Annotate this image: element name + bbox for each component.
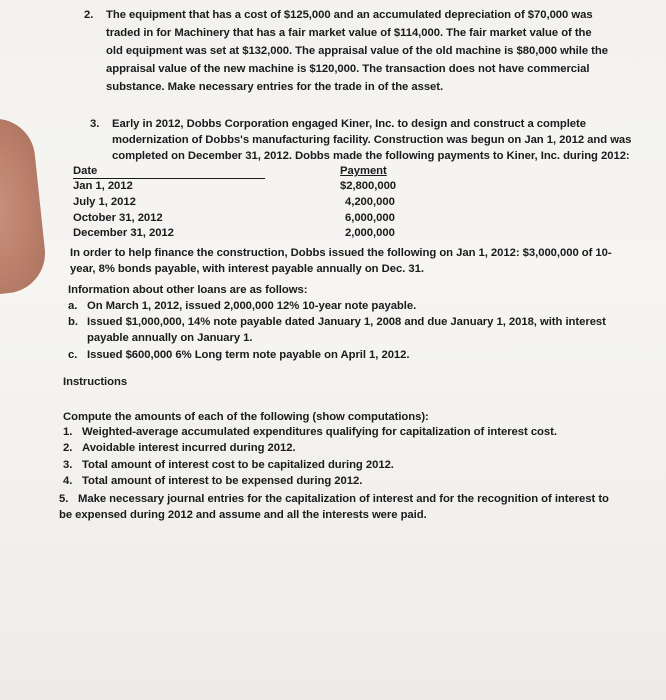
q2-line: old equipment was set at $132,000. The appraisal value of the old machine is $80,000 while the bbox=[106, 45, 608, 57]
payment-amount: 4,200,000 bbox=[345, 196, 395, 208]
q3-number: 3. bbox=[90, 118, 100, 130]
q2-line: The equipment that has a cost of $125,000 and an accumulated depreciation of $70,000 was bbox=[106, 9, 593, 21]
loan-text: payable annually on January 1. bbox=[87, 332, 253, 344]
payment-amount: 6,000,000 bbox=[345, 212, 395, 224]
instructions-intro: Compute the amounts of each of the following (show computations): bbox=[63, 411, 429, 423]
instruction-text: be expensed during 2012 and assume and all the interests were paid. bbox=[59, 509, 427, 521]
loan-text: Issued $1,000,000, 14% note payable dated January 1, 2008 and due January 1, 2018, with interest bbox=[87, 316, 606, 328]
instruction-marker: 3. bbox=[63, 459, 73, 471]
instructions-heading: Instructions bbox=[63, 376, 128, 388]
q3-line: completed on December 31, 2012. Dobbs made the following payments to Kiner, Inc. during 2012: bbox=[112, 150, 630, 162]
instruction-text: Total amount of interest to be expensed during 2012. bbox=[82, 475, 363, 487]
q2-line: appraisal value of the new machine is $120,000. The transaction does not have commercial bbox=[106, 63, 590, 75]
q2-line: traded in for Machinery that has a fair market value of $114,000. The fair market value of the bbox=[106, 27, 592, 39]
instruction-text: Weighted-average accumulated expenditures qualifying for capitalization of interest cost. bbox=[82, 426, 557, 438]
loan-marker: b. bbox=[68, 316, 78, 328]
payment-date: October 31, 2012 bbox=[73, 212, 163, 224]
instruction-text: Make necessary journal entries for the capitalization of interest and for the recognition of interest to bbox=[78, 493, 609, 505]
instruction-text: Total amount of interest cost to be capitalized during 2012. bbox=[82, 459, 394, 471]
thumb-in-photo bbox=[0, 115, 49, 296]
loan-text: On March 1, 2012, issued 2,000,000 12% 10-year note payable. bbox=[87, 300, 417, 312]
instruction-marker: 4. bbox=[63, 475, 73, 487]
q2-line: substance. Make necessary entries for the trade in of the asset. bbox=[106, 81, 444, 93]
payment-column-header: Payment bbox=[340, 165, 387, 177]
payment-date: December 31, 2012 bbox=[73, 227, 174, 239]
loan-marker: c. bbox=[68, 349, 78, 361]
payment-date: July 1, 2012 bbox=[73, 196, 136, 208]
instruction-marker: 5. bbox=[59, 493, 69, 505]
loans-heading: Information about other loans are as follows: bbox=[68, 284, 308, 296]
date-column-header: Date bbox=[73, 164, 265, 179]
payment-amount: 2,000,000 bbox=[345, 227, 395, 239]
q3-line: Early in 2012, Dobbs Corporation engaged Kiner, Inc. to design and construct a complete bbox=[112, 118, 586, 130]
instruction-marker: 1. bbox=[63, 426, 73, 438]
q3-line: modernization of Dobbs's manufacturing facility. Construction was begun on Jan 1, 2012 and was bbox=[112, 134, 632, 146]
loan-text: Issued $600,000 6% Long term note payable on April 1, 2012. bbox=[87, 349, 410, 361]
instruction-text: Avoidable interest incurred during 2012. bbox=[82, 442, 296, 454]
finance-line: In order to help finance the construction, Dobbs issued the following on Jan 1, 2012: $3,000,000 of 10- bbox=[70, 247, 612, 259]
payment-date: Jan 1, 2012 bbox=[73, 180, 133, 192]
finance-line: year, 8% bonds payable, with interest payable annually on Dec. 31. bbox=[70, 263, 424, 275]
q2-number: 2. bbox=[84, 9, 94, 21]
payment-amount: $2,800,000 bbox=[340, 180, 397, 192]
loan-marker: a. bbox=[68, 300, 78, 312]
instruction-marker: 2. bbox=[63, 442, 73, 454]
